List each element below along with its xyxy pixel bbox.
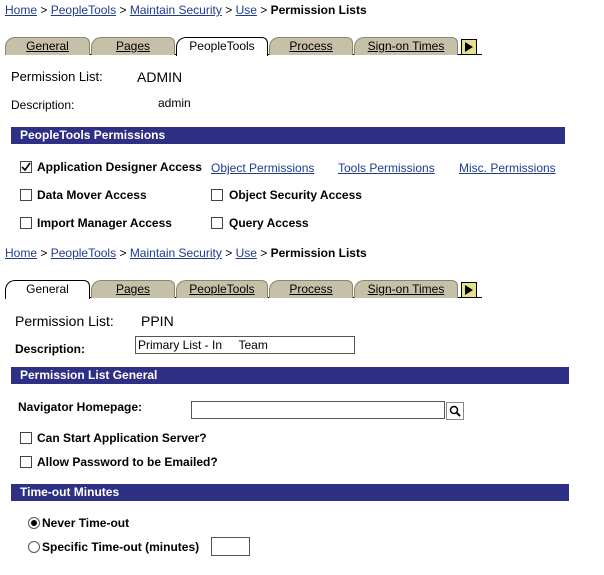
breadcrumb-separator: > (225, 246, 233, 260)
tab-peopletools[interactable]: PeopleTools (176, 37, 268, 56)
radio-selected-dot (31, 520, 37, 526)
section-peopletools-permissions: PeopleTools Permissions (11, 127, 565, 144)
description-label: Description: (15, 342, 86, 356)
right-arrow-icon (465, 285, 473, 295)
can-start-app-server-label: Can Start Application Server? (37, 431, 207, 445)
breadcrumb-current: Permission Lists (270, 246, 367, 260)
import-manager-access-checkbox[interactable] (20, 217, 32, 229)
data-mover-access-checkbox[interactable] (20, 189, 32, 201)
specific-timeout-radio[interactable] (28, 541, 40, 553)
navigator-homepage-label: Navigator Homepage: (18, 400, 143, 414)
tab-pages[interactable]: Pages (91, 280, 175, 298)
breadcrumb-peopletools-link[interactable]: PeopleTools (50, 246, 117, 260)
right-arrow-icon (465, 42, 473, 52)
breadcrumb (5, 246, 367, 260)
breadcrumb-separator: > (260, 3, 268, 17)
misc-permissions-link[interactable]: Misc. Permissions (459, 161, 556, 175)
breadcrumb-separator: > (260, 246, 268, 260)
permission-list-label: Permission List: (15, 313, 114, 329)
object-permissions-link[interactable]: Object Permissions (211, 161, 315, 175)
lookup-button[interactable] (446, 402, 464, 420)
breadcrumb-separator: > (119, 246, 127, 260)
navigator-homepage-input[interactable] (191, 401, 445, 419)
allow-password-email-label: Allow Password to be Emailed? (37, 455, 218, 469)
specific-timeout-label: Specific Time-out (minutes) (42, 540, 200, 554)
breadcrumb-use-link[interactable]: Use (235, 3, 257, 17)
breadcrumb (5, 3, 367, 17)
breadcrumb-maintain-security-link[interactable]: Maintain Security (129, 246, 222, 260)
description-label: Description: (11, 98, 75, 112)
query-access-label: Query Access (229, 216, 309, 230)
app-designer-access-checkbox[interactable] (20, 161, 32, 173)
breadcrumb-separator: > (119, 3, 127, 17)
tab-peopletools[interactable]: PeopleTools (176, 280, 268, 298)
tab-signon-times[interactable]: Sign-on Times (354, 37, 458, 55)
section-timeout-minutes: Time-out Minutes (11, 484, 569, 501)
never-timeout-label: Never Time-out (42, 516, 130, 530)
permission-list-label: Permission List: (11, 69, 103, 84)
tab-general[interactable]: General (5, 280, 90, 299)
checkmark-icon (21, 162, 31, 172)
never-timeout-radio[interactable] (28, 517, 40, 529)
description-value: admin (158, 96, 191, 110)
permission-list-value: ADMIN (137, 69, 183, 85)
tab-bar (5, 280, 485, 298)
breadcrumb-current: Permission Lists (270, 3, 367, 17)
tab-signon-times[interactable]: Sign-on Times (354, 280, 458, 298)
can-start-app-server-checkbox[interactable] (20, 432, 32, 444)
permission-list-value: PPIN (141, 313, 174, 329)
specific-timeout-input[interactable] (211, 537, 250, 556)
tab-process[interactable]: Process (269, 37, 353, 55)
breadcrumb-maintain-security-link[interactable]: Maintain Security (129, 3, 222, 17)
section-permission-list-general: Permission List General (11, 367, 569, 384)
object-security-access-checkbox[interactable] (211, 189, 223, 201)
tab-general[interactable]: General (5, 37, 90, 55)
tools-permissions-link[interactable]: Tools Permissions (338, 161, 435, 175)
breadcrumb-separator: > (40, 3, 48, 17)
import-manager-access-label: Import Manager Access (37, 216, 172, 230)
data-mover-access-label: Data Mover Access (37, 188, 147, 202)
breadcrumb-peopletools-link[interactable]: PeopleTools (50, 3, 117, 17)
magnifier-icon (449, 405, 461, 417)
breadcrumb-separator: > (225, 3, 233, 17)
app-designer-access-label: Application Designer Access (37, 160, 202, 174)
next-tab-arrow-button[interactable] (461, 39, 477, 55)
breadcrumb-home-link[interactable]: Home (5, 246, 38, 260)
object-security-access-label: Object Security Access (229, 188, 362, 202)
tab-process[interactable]: Process (269, 280, 353, 298)
breadcrumb-use-link[interactable]: Use (235, 246, 257, 260)
breadcrumb-separator: > (40, 246, 48, 260)
tab-bar (5, 37, 485, 55)
next-tab-arrow-button[interactable] (461, 282, 477, 298)
allow-password-email-checkbox[interactable] (20, 456, 32, 468)
query-access-checkbox[interactable] (211, 217, 223, 229)
description-input[interactable]: Primary List - In Team (135, 336, 355, 354)
breadcrumb-home-link[interactable]: Home (5, 3, 38, 17)
tab-pages[interactable]: Pages (91, 37, 175, 55)
